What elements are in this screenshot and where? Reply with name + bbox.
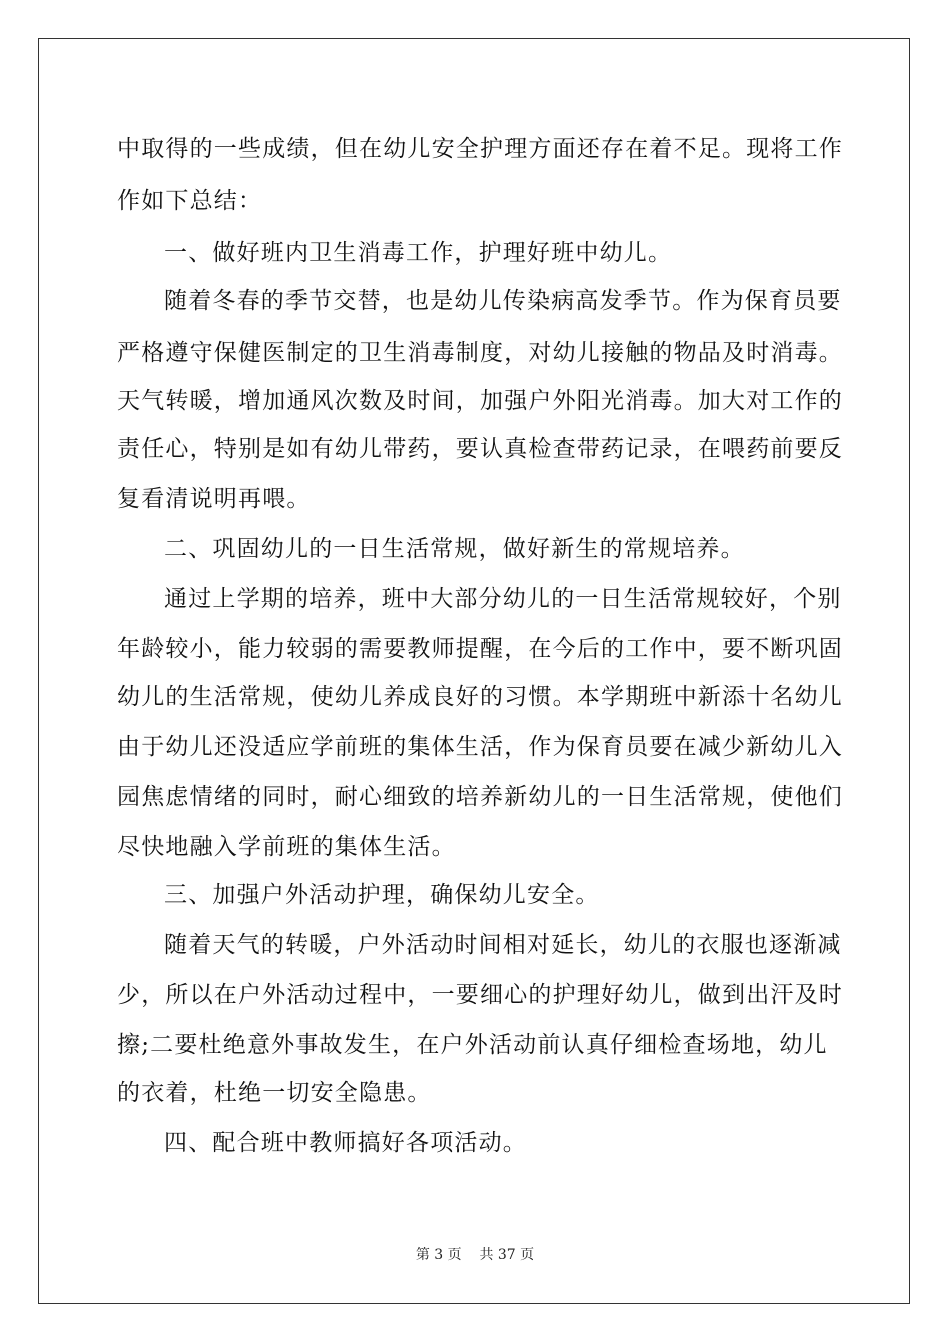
text-line: 通过上学期的培养，班中大部分幼儿的一日生活常规较好，个别 (164, 586, 842, 612)
section-heading: 二、巩固幼儿的一日生活常规，做好新生的常规培养。 (164, 536, 745, 562)
text-line: 擦;二要杜绝意外事故发生，在户外活动前认真仔细检查场地，幼儿 (117, 1032, 828, 1058)
text-line: 责任心，特别是如有幼儿带药，要认真检查带药记录，在喂药前要反 (117, 436, 843, 462)
text-line: 幼儿的生活常规，使幼儿养成良好的习惯。本学期班中新添十名幼儿 (117, 684, 843, 710)
text-line: 随着冬春的季节交替，也是幼儿传染病高发季节。作为保育员要 (164, 288, 842, 314)
text-line: 的衣着，杜绝一切安全隐患。 (117, 1080, 432, 1106)
page-number: 第 3 页 (415, 1247, 462, 1263)
text-line: 年龄较小，能力较弱的需要教师提醒，在今后的工作中，要不断巩固 (117, 636, 843, 662)
page-total: 共 37 页 (479, 1247, 535, 1263)
text-line: 少，所以在户外活动过程中，一要细心的护理好幼儿，做到出汗及时 (117, 982, 843, 1008)
text-line: 中取得的一些成绩，但在幼儿安全护理方面还存在着不足。现将工作 (117, 136, 843, 162)
section-heading: 四、配合班中教师搞好各项活动。 (164, 1130, 527, 1156)
page-footer (0, 1245, 950, 1265)
page-border (38, 38, 910, 1304)
text-line: 园焦虑情绪的同时，耐心细致的培养新幼儿的一日生活常规，使他们 (117, 784, 843, 810)
text-line: 复看清说明再喂。 (117, 486, 311, 512)
text-line: 严格遵守保健医制定的卫生消毒制度，对幼儿接触的物品及时消毒。 (117, 340, 843, 366)
text-line: 随着天气的转暖，户外活动时间相对延长，幼儿的衣服也逐渐减 (164, 932, 842, 958)
text-line: 作如下总结： (117, 188, 263, 214)
text-line: 天气转暖，增加通风次数及时间，加强户外阳光消毒。加大对工作的 (117, 388, 843, 414)
text-line: 由于幼儿还没适应学前班的集体生活，作为保育员要在减少新幼儿入 (117, 734, 843, 760)
text-line: 尽快地融入学前班的集体生活。 (117, 834, 456, 860)
section-heading: 三、加强户外活动护理，确保幼儿安全。 (164, 882, 600, 908)
section-heading: 一、做好班内卫生消毒工作，护理好班中幼儿。 (164, 240, 673, 266)
